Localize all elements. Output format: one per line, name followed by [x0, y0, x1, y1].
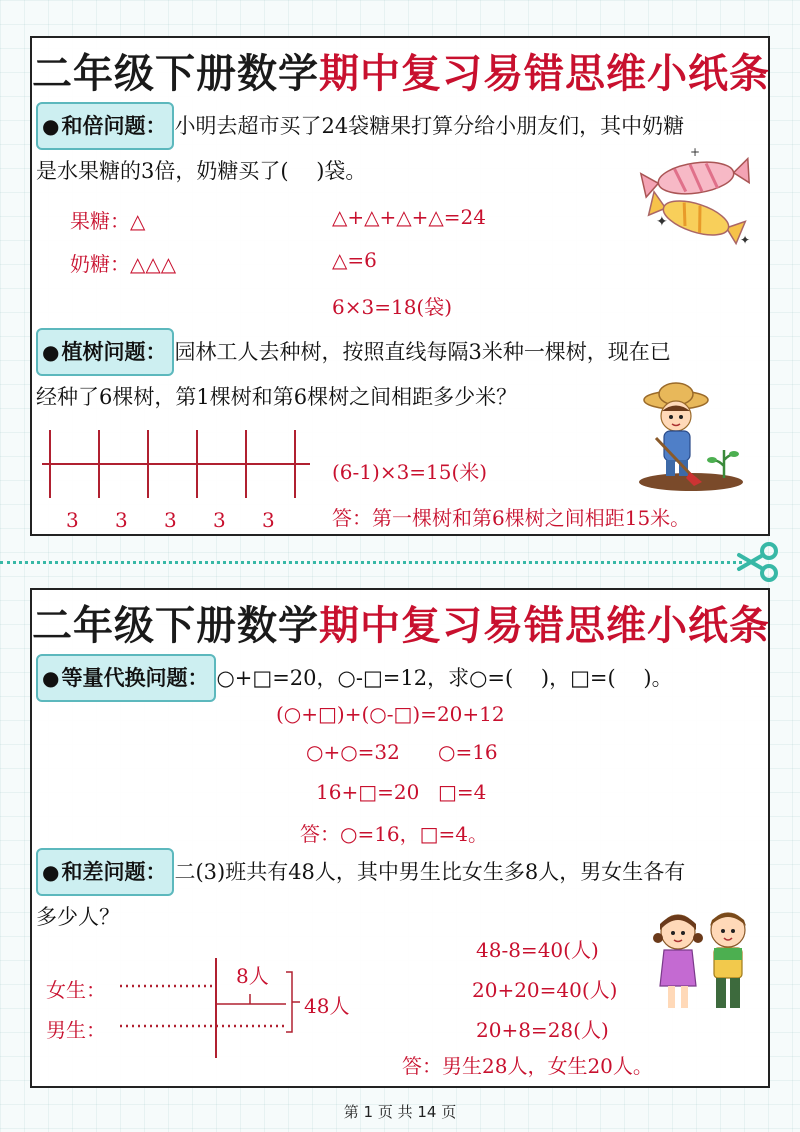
line-segment-diagram	[116, 950, 306, 1070]
page-number-footer: 第 1 页 共 14 页	[343, 1103, 457, 1121]
sum-multiple-tag: ●和倍问题：	[36, 102, 174, 150]
svg-text:✦: ✦	[740, 233, 751, 247]
tree-equation: (6-1)×3=15(米)	[332, 460, 488, 484]
fruit-candy-label: 果糖：△	[70, 209, 146, 233]
equation-1: △+△+△+△=24	[332, 205, 487, 229]
substitution-equation-3b: □=4	[438, 780, 487, 804]
page-title: 二年级下册数学期中复习易错思维小纸条	[32, 50, 770, 97]
candy-icon	[636, 148, 756, 248]
tree-answer: 答：第一棵树和第6棵树之间相距15米。	[332, 506, 691, 530]
substitution-equation-1: (○+□)+(○-□)=20+12	[276, 702, 505, 726]
girls-label: 女生：	[46, 978, 106, 1002]
sum-multiple-question: ●和倍问题： 小明去超市买了24袋糖果打算分给小朋友们，其中奶糖 是水果糖的3倍，奶糖买了( )袋。	[36, 102, 760, 192]
gap-label: 3	[66, 508, 79, 532]
substitution-equation-3a: 16+□=20	[316, 780, 420, 804]
svg-text:+: +	[690, 148, 701, 159]
sum-difference-answer: 答：男生28人，女生20人。	[402, 1054, 653, 1078]
gap-label: 3	[262, 508, 275, 532]
gap-label: 3	[115, 508, 128, 532]
sum-difference-equation-2: 20+20=40(人)	[472, 978, 618, 1002]
sum-difference-equation-1: 48-8=40(人)	[476, 938, 599, 962]
worksheet-card-top	[30, 36, 770, 536]
equation-3: 6×3=18(袋)	[332, 295, 453, 319]
boys-label: 男生：	[46, 1018, 106, 1042]
equation-2: △=6	[332, 248, 377, 272]
children-icon	[648, 908, 758, 1020]
worksheet-card-bottom	[30, 588, 770, 1088]
gap-label: 3	[213, 508, 226, 532]
difference-label: 8人	[236, 964, 269, 988]
cut-line-divider	[0, 561, 742, 564]
milk-candy-label: 奶糖：△△△	[70, 252, 177, 276]
gardener-boy-icon	[636, 378, 746, 493]
substitution-answer: 答：○=16，□=4。	[300, 822, 489, 846]
substitution-question: ●等量代换问题： ○+□=20，○-□=12，求○=( )，□=( )。	[36, 654, 760, 702]
substitution-tag: ●等量代换问题：	[36, 654, 216, 702]
total-label: 48人	[304, 994, 350, 1018]
page-title: 二年级下册数学期中复习易错思维小纸条	[32, 602, 770, 649]
svg-text:✦: ✦	[656, 214, 668, 230]
sum-difference-equation-3: 20+8=28(人)	[476, 1018, 609, 1042]
substitution-equation-2a: ○+○=32	[306, 740, 400, 764]
sum-difference-tag: ●和差问题：	[36, 848, 174, 896]
scissors-icon	[735, 542, 783, 582]
gap-label: 3	[164, 508, 177, 532]
sum-difference-question: ●和差问题： 二(3)班共有48人，其中男生比女生多8人，男女生各有 多少人？	[36, 848, 760, 938]
tree-planting-question: ●植树问题： 园林工人去种树，按照直线每隔3米种一棵树，现在已 经种了6棵树，第1棵树和第6棵树之间相距多少米？	[36, 328, 760, 418]
tree-planting-tag: ●植树问题：	[36, 328, 174, 376]
substitution-equation-2b: ○=16	[438, 740, 498, 764]
